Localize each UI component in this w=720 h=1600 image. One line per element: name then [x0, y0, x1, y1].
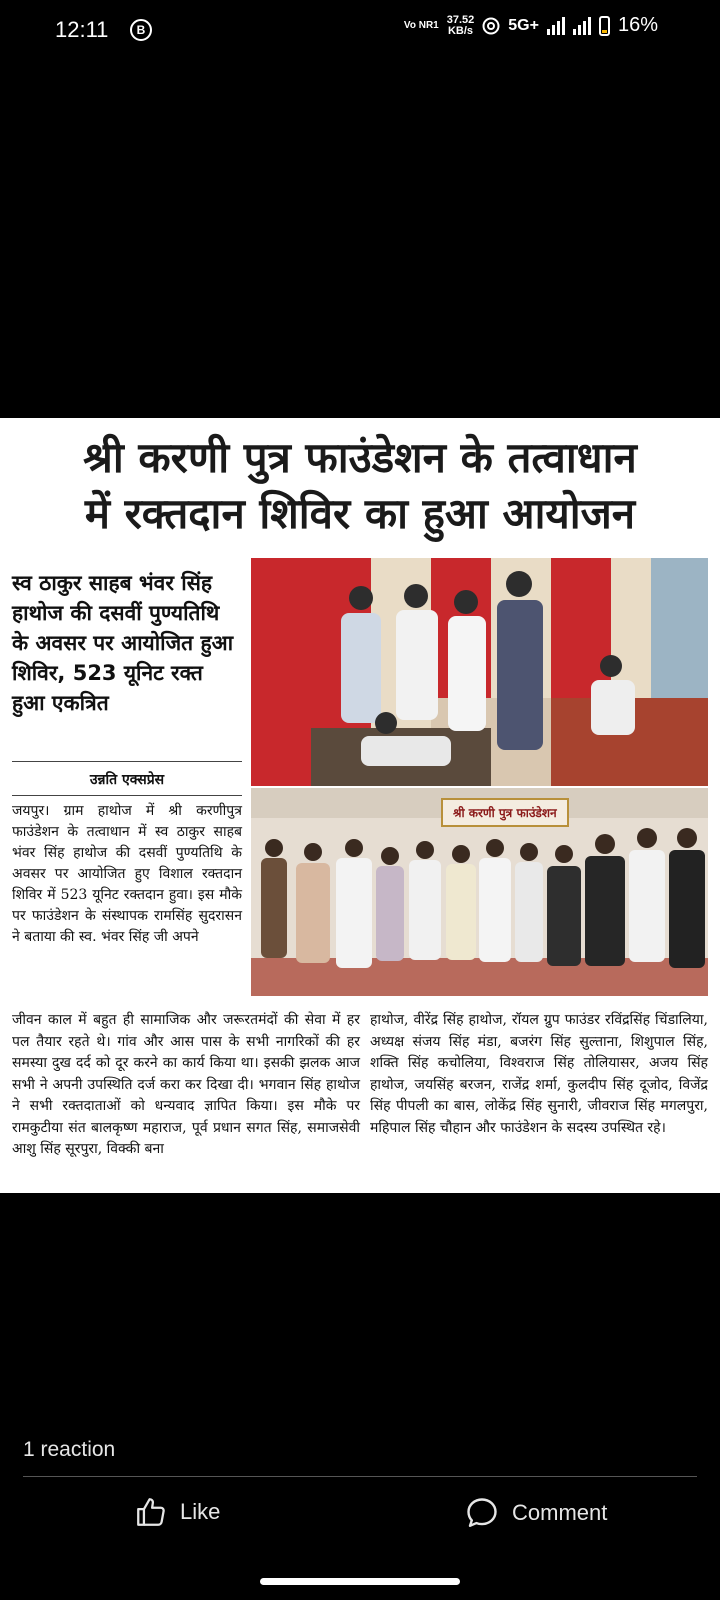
article-headline: [0, 430, 720, 542]
status-right-group: [404, 14, 658, 37]
reaction-count[interactable]: 1 reaction: [23, 1438, 116, 1461]
status-time: 12:11: [55, 17, 109, 42]
donation-photo-illustration: [251, 558, 708, 786]
article-photo-group: [251, 788, 708, 996]
like-button[interactable]: [134, 1495, 220, 1529]
divider-line: [12, 761, 242, 762]
signal-icon-2: [573, 17, 591, 35]
photo-banner-text: श्री करणी पुत्र फाउंडेशन: [441, 798, 569, 827]
article-photo-donation: [251, 558, 708, 786]
speed-value: 37.52: [446, 13, 475, 26]
divider-line: [12, 795, 242, 796]
headline-line-2: में रक्तदान शिविर का हुआ आयोजन: [84, 489, 636, 538]
signal-icon-1: [547, 17, 565, 35]
article-subhead: स्व ठाकुर साहब भंवर सिंह हाथोज की दसवीं पुण्यतिथि के अवसर पर आयोजित हुआ शिविर, 523 यूनिट रक्त हुआ एकत्रित: [12, 571, 234, 715]
like-label: Like: [180, 1499, 221, 1524]
volte-icon: Vo NR1: [403, 19, 439, 31]
battery-percent: 16%: [617, 14, 658, 36]
comment-button[interactable]: [464, 1495, 607, 1531]
hotspot-icon: [482, 17, 500, 35]
comment-bubble-icon: [464, 1495, 500, 1531]
newspaper-clipping[interactable]: [0, 418, 720, 1193]
article-byline: उन्नति एक्सप्रेस: [89, 772, 165, 788]
headline-line-1: श्री करणी पुत्र फाउंडेशन के तत्वाधान: [83, 433, 637, 482]
battery-icon: [599, 16, 610, 36]
article-body-col3: हाथोज, वीरेंद्र सिंह हाथोज, रॉयल ग्रुप फाउंडर रविंद्रसिंह चिंडालिया, अध्यक्ष संजय सिंह मंडा, बजरंग सिंह सुल्ताना, शिशुपाल सिंह, शक्ति सिंह कचोलिया, विश्वराज सिंह तोलियासर, अजय सिंह हाथोज, जयसिंह बरजन, राजेंद्र शर्मा, कुलदीप सिंह दूजोद, विजेंद्र सिंह पीपली का बास, लोकेंद्र सिंह सुनारी, जीवराज सिंह मगलपुरा, महिपाल सिंह चौहान और फाउंडेशन के सदस्य उपस्थित रहे।: [370, 1012, 708, 1136]
network-type: 5G+: [508, 16, 539, 34]
comment-label: Comment: [512, 1500, 608, 1525]
network-speed: [447, 15, 475, 37]
footer-divider: [23, 1476, 697, 1477]
article-body-col1: जयपुर। ग्राम हाथोज में श्री करणीपुत्र फाउंडेशन के तत्वाधान में स्व ठाकुर साहब भंवर सिंह हाथोज की दसवीं पुण्यतिथि के अवसर पर आयोजित हुए विशाल रक्तदान शिविर में 523 यूनिट रक्तदान हुवा। इस मौके पर फाउंडेशन के संस्थापक रामसिंह सुदरासन ने बताया की स्व. भंवर सिंह जी अपने: [12, 803, 242, 945]
article-body-col2: जीवन काल में बहुत ही सामाजिक और जरूरतमंदों की सेवा में हर पल तैयार रहते थे। गांव और आस पास के सभी नागरिकों की हर समस्या दुख दर्द को दूर करने का कार्य किया था। इसकी झलक आज सभी ने अपनी उपस्थिति दर्ज करा कर दिखा दी। भगवान सिंह हाथोज ने सभी रक्तदाताओं को धन्यवाद ज्ञापित किया। इस मौके पर रामकुटीया संत बालकृष्ण महाराज, पूर्व प्रधान सगत सिंह, समाजसेवी आशु सिंह सूरपुरा, विक्की बना: [12, 1012, 360, 1157]
status-bar: [0, 0, 720, 62]
home-indicator[interactable]: [260, 1578, 460, 1585]
b-app-icon: B: [130, 19, 152, 41]
thumbs-up-icon: [134, 1495, 168, 1529]
speed-unit: KB/s: [447, 24, 474, 37]
